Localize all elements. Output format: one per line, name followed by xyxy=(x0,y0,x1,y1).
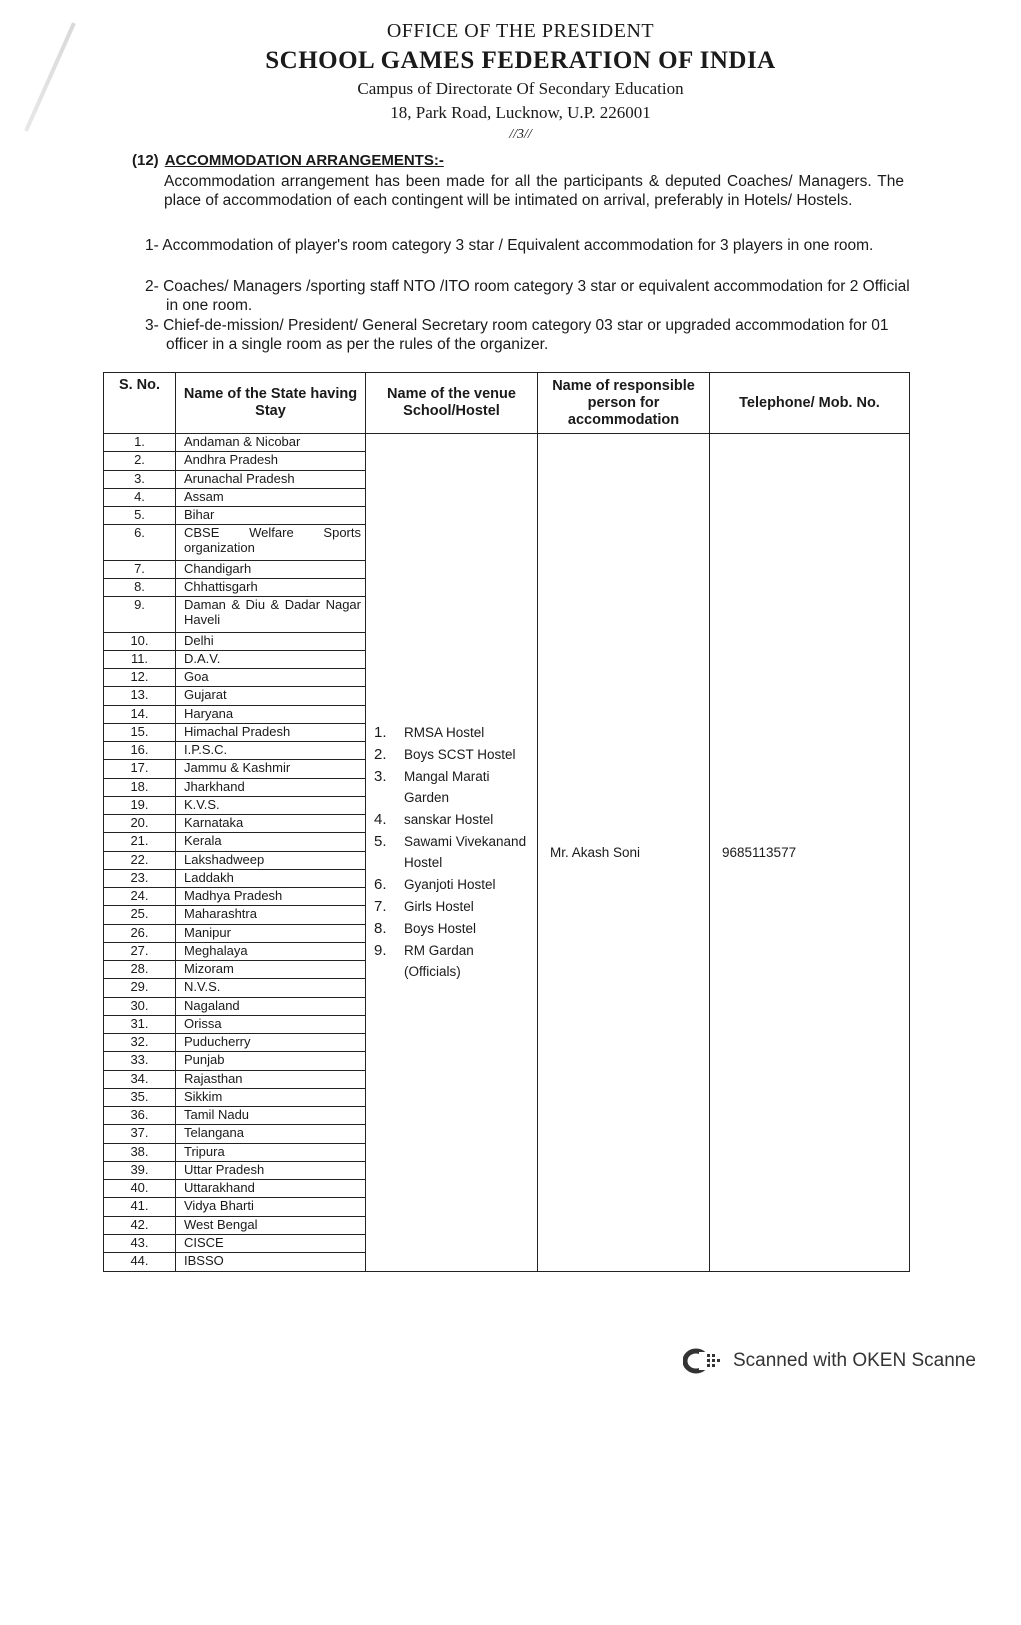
row-state: Assam xyxy=(176,488,366,506)
row-state: Puducherry xyxy=(176,1034,366,1052)
scanner-watermark xyxy=(683,1348,976,1374)
row-sno: 23. xyxy=(104,869,176,887)
rule-item-3: 3- Chief-de-mission/ President/ General Secretary room category 03 star or upgraded accommodation for 01 officer in a single room as per the rules of the organizer. xyxy=(145,317,889,353)
accommodation-table xyxy=(103,372,910,1272)
row-sno: 10. xyxy=(104,632,176,650)
row-state: Telangana xyxy=(176,1125,366,1143)
col-header-person: Name of responsible person for accommodation xyxy=(538,373,710,434)
venue-number: 9. xyxy=(374,942,387,959)
row-state: Andhra Pradesh xyxy=(176,452,366,470)
row-sno: 33. xyxy=(104,1052,176,1070)
row-state: IBSSO xyxy=(176,1253,366,1272)
row-state: Jharkhand xyxy=(176,778,366,796)
row-state: Andaman & Nicobar xyxy=(176,434,366,452)
venue-item xyxy=(374,744,533,765)
row-sno: 1. xyxy=(104,434,176,452)
oken-scanner-icon xyxy=(683,1348,725,1374)
venue-item xyxy=(374,766,533,808)
row-state: Tamil Nadu xyxy=(176,1107,366,1125)
row-sno: 34. xyxy=(104,1070,176,1088)
row-state: Kerala xyxy=(176,833,366,851)
section-intro: Accommodation arrangement has been made for all the participants & deputed Coaches/ Managers. The place of accommodation of each contingent will be intimated on arrival, preferably in Hotels/ Hostels. xyxy=(164,173,904,209)
row-sno: 42. xyxy=(104,1216,176,1234)
venue-name: Girls Hostel xyxy=(404,899,474,914)
venue-name: Gyanjoti Hostel xyxy=(404,877,496,892)
row-state: N.V.S. xyxy=(176,979,366,997)
venue-number: 4. xyxy=(374,811,387,828)
venue-name: RMSA Hostel xyxy=(404,725,485,740)
row-state: Jammu & Kashmir xyxy=(176,760,366,778)
row-sno: 20. xyxy=(104,815,176,833)
venue-name: Mangal Marati Garden xyxy=(404,769,490,805)
venue-item xyxy=(374,896,533,917)
row-sno: 3. xyxy=(104,470,176,488)
row-state: Chandigarh xyxy=(176,560,366,578)
row-state: Gujarat xyxy=(176,687,366,705)
row-state: Nagaland xyxy=(176,997,366,1015)
row-sno: 32. xyxy=(104,1034,176,1052)
table-header-row xyxy=(104,373,910,434)
row-sno: 2. xyxy=(104,452,176,470)
row-state: Manipur xyxy=(176,924,366,942)
row-state: Delhi xyxy=(176,632,366,650)
row-state: Mizoram xyxy=(176,961,366,979)
row-state: Vidya Bharti xyxy=(176,1198,366,1216)
row-sno: 8. xyxy=(104,578,176,596)
venue-name: Boys Hostel xyxy=(404,921,477,936)
row-sno: 44. xyxy=(104,1253,176,1272)
row-state: Maharashtra xyxy=(176,906,366,924)
row-sno: 22. xyxy=(104,851,176,869)
col-header-phone: Telephone/ Mob. No. xyxy=(710,373,910,434)
row-sno: 18. xyxy=(104,778,176,796)
row-state: Punjab xyxy=(176,1052,366,1070)
venue-name: sanskar Hostel xyxy=(404,812,494,827)
venue-number: 7. xyxy=(374,898,387,915)
row-state: Bihar xyxy=(176,507,366,525)
row-state: Chhattisgarh xyxy=(176,578,366,596)
row-sno: 9. xyxy=(104,597,176,632)
col-header-venue: Name of the venue School/Hostel xyxy=(366,373,538,434)
row-sno: 21. xyxy=(104,833,176,851)
venue-number: 2. xyxy=(374,746,387,763)
row-sno: 4. xyxy=(104,488,176,506)
row-sno: 5. xyxy=(104,507,176,525)
row-state: Meghalaya xyxy=(176,942,366,960)
row-sno: 37. xyxy=(104,1125,176,1143)
venue-item xyxy=(374,831,533,873)
row-sno: 29. xyxy=(104,979,176,997)
row-state: I.P.S.C. xyxy=(176,742,366,760)
row-state: Goa xyxy=(176,669,366,687)
office-title: OFFICE OF THE PRESIDENT xyxy=(386,20,655,42)
row-state: Orissa xyxy=(176,1015,366,1033)
page-number: //3// xyxy=(509,127,532,142)
venue-item xyxy=(374,722,533,743)
col-header-state: Name of the State having Stay xyxy=(176,373,366,434)
row-sno: 41. xyxy=(104,1198,176,1216)
rule-item-2: 2- Coaches/ Managers /sporting staff NTO /ITO room category 3 star or equivalent accommodation for 2 Official in one room. xyxy=(145,278,910,314)
row-state: CISCE xyxy=(176,1234,366,1252)
row-state: Laddakh xyxy=(176,869,366,887)
row-sno: 19. xyxy=(104,796,176,814)
row-state: West Bengal xyxy=(176,1216,366,1234)
venue-list xyxy=(370,722,533,982)
row-sno: 15. xyxy=(104,723,176,741)
row-sno: 14. xyxy=(104,705,176,723)
row-sno: 17. xyxy=(104,760,176,778)
row-sno: 24. xyxy=(104,888,176,906)
venue-number: 1. xyxy=(374,724,387,741)
venue-item xyxy=(374,809,533,830)
rule-item-1: 1- Accommodation of player's room category 3 star / Equivalent accommodation for 3 players in one room. xyxy=(145,237,874,254)
venue-number: 8. xyxy=(374,920,387,937)
venue-number: 6. xyxy=(374,876,387,893)
row-state: Uttar Pradesh xyxy=(176,1161,366,1179)
row-state: Rajasthan xyxy=(176,1070,366,1088)
row-sno: 13. xyxy=(104,687,176,705)
venue-name: RM Gardan (Officials) xyxy=(404,943,474,979)
row-sno: 6. xyxy=(104,525,176,560)
venue-number: 3. xyxy=(374,768,387,785)
campus-line: Campus of Directorate Of Secondary Education xyxy=(357,79,684,98)
row-state: Tripura xyxy=(176,1143,366,1161)
table-row xyxy=(104,434,910,452)
row-sno: 26. xyxy=(104,924,176,942)
venue-name: Boys SCST Hostel xyxy=(404,747,516,762)
row-state: Karnataka xyxy=(176,815,366,833)
row-sno: 12. xyxy=(104,669,176,687)
responsible-person: Mr. Akash Soni xyxy=(538,434,710,1272)
row-sno: 25. xyxy=(104,906,176,924)
row-state: Uttarakhand xyxy=(176,1180,366,1198)
org-title: SCHOOL GAMES FEDERATION OF INDIA xyxy=(265,47,776,74)
row-state: Sikkim xyxy=(176,1088,366,1106)
row-sno: 38. xyxy=(104,1143,176,1161)
address-line: 18, Park Road, Lucknow, U.P. 226001 xyxy=(390,103,651,122)
venue-cell xyxy=(366,434,538,1272)
venue-item xyxy=(374,874,533,895)
row-sno: 40. xyxy=(104,1180,176,1198)
row-sno: 43. xyxy=(104,1234,176,1252)
row-sno: 35. xyxy=(104,1088,176,1106)
scanner-text: Scanned with OKEN Scanne xyxy=(733,1350,976,1371)
row-state: Madhya Pradesh xyxy=(176,888,366,906)
row-sno: 28. xyxy=(104,961,176,979)
row-sno: 30. xyxy=(104,997,176,1015)
row-state: Himachal Pradesh xyxy=(176,723,366,741)
section-title: ACCOMMODATION ARRANGEMENTS:- xyxy=(164,152,444,169)
row-state: Arunachal Pradesh xyxy=(176,470,366,488)
venue-name: Sawami Vivekanand Hostel xyxy=(404,834,527,870)
row-sno: 36. xyxy=(104,1107,176,1125)
row-sno: 7. xyxy=(104,560,176,578)
row-sno: 16. xyxy=(104,742,176,760)
row-state: D.A.V. xyxy=(176,650,366,668)
row-state: Haryana xyxy=(176,705,366,723)
row-state: Daman & Diu & Dadar Nagar Haveli xyxy=(176,597,366,632)
letterhead xyxy=(0,20,1021,143)
section-number: (12) xyxy=(132,152,159,169)
row-sno: 11. xyxy=(104,650,176,668)
row-sno: 31. xyxy=(104,1015,176,1033)
venue-item xyxy=(374,918,533,939)
section-heading xyxy=(132,152,444,169)
row-sno: 39. xyxy=(104,1161,176,1179)
venue-item xyxy=(374,940,533,982)
col-header-sno: S. No. xyxy=(104,373,176,434)
row-state: Lakshadweep xyxy=(176,851,366,869)
row-state: CBSE Welfare Sports organization xyxy=(176,525,366,560)
row-state: K.V.S. xyxy=(176,796,366,814)
contact-phone: 9685113577 xyxy=(710,434,910,1272)
row-sno: 27. xyxy=(104,942,176,960)
venue-number: 5. xyxy=(374,833,387,850)
